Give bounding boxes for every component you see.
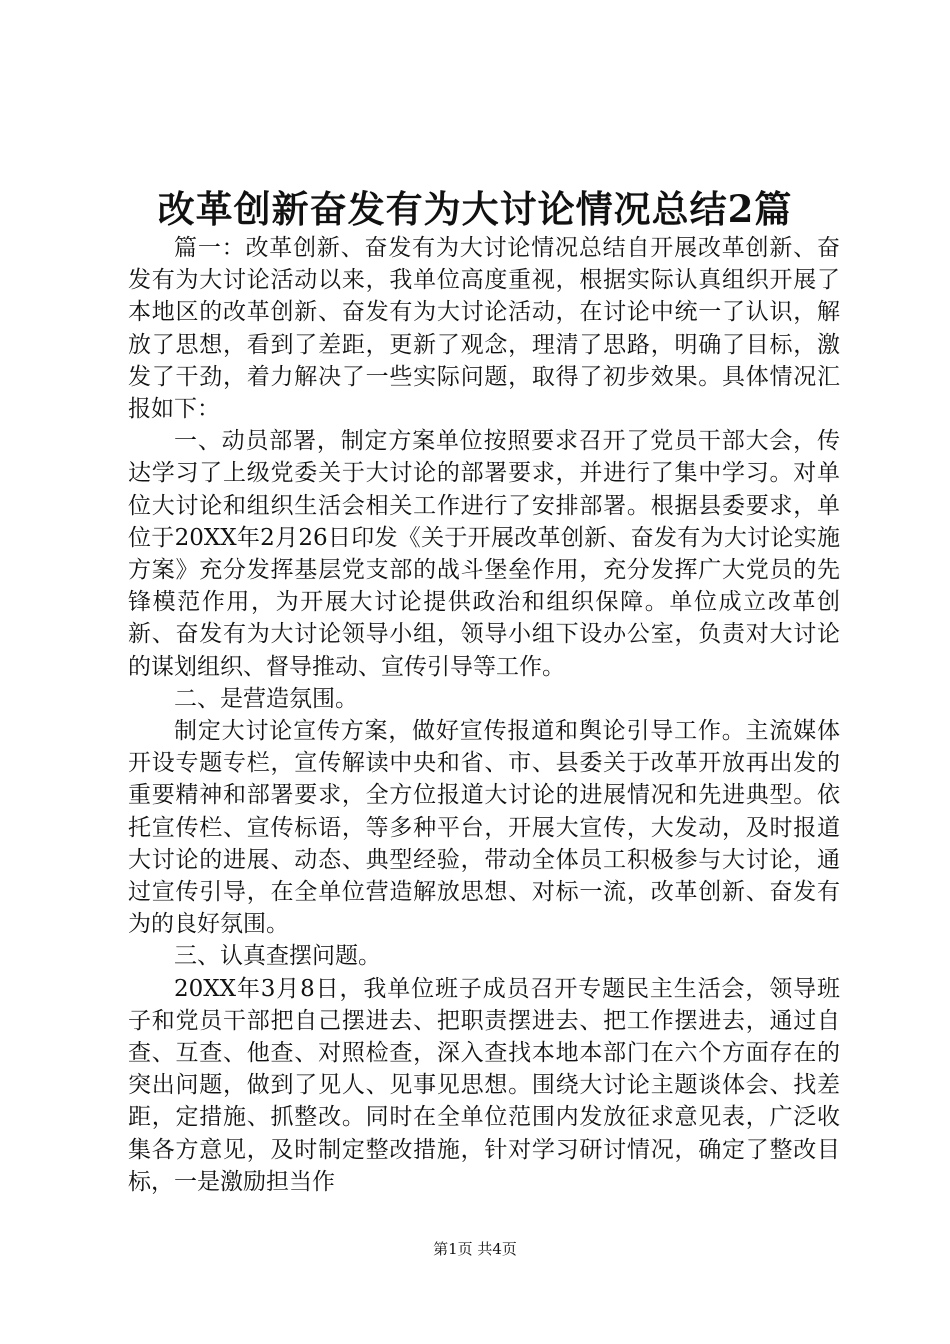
document-body xyxy=(128,232,840,1198)
page-number-footer: 第1页 共4页 xyxy=(433,1240,517,1258)
paragraph-section-2: 制定大讨论宣传方案，做好宣传报道和舆论引导工作。主流媒体开设专题专栏，宣传解读中央和省、市、县委关于改革开放再出发的重要精神和部署要求，全方位报道大讨论的进展情况和先进典型。依托宣传栏、宣传标语，等多种平台，开展大宣传，大发动，及时报道大讨论的进展、动态、典型经验，带动全体员工积极参与大讨论，通过宣传引导，在全单位营造解放思想、对标一流，改革创新、奋发有为的良好氛围。 xyxy=(128,718,840,938)
paragraph-heading-2: 二、是营造氛围。 xyxy=(174,685,358,712)
paragraph-section-3: 20XX年3月8日，我单位班子成员召开专题民主生活会，领导班子和党员干部把自己摆进去、把职责摆进去、把工作摆进去，通过自查、互查、他查、对照检查，深入查找本地本部门在六个方面存在的突出问题，做到了见人、见事见思想。围绕大讨论主题谈体会、找差距，定措施、抓整改。同时在全单位范围内发放征求意见表，广泛收集各方意见，及时制定整改措施，针对学习研讨情况，确定了整改目标，一是激励担当作 xyxy=(128,975,840,1195)
paragraph-intro: 篇一：改革创新、奋发有为大讨论情况总结自开展改革创新、奋发有为大讨论活动以来，我单位高度重视，根据实际认真组织开展了本地区的改革创新、奋发有为大讨论活动，在讨论中统一了认识，解放了思想，看到了差距，更新了观念，理清了思路，明确了目标，激发了干劲，着力解决了一些实际问题，取得了初步效果。具体情况汇报如下： xyxy=(128,235,840,423)
paragraph-heading-3: 三、认真查摆问题。 xyxy=(174,943,381,970)
paragraph-section-1: 一、动员部署，制定方案单位按照要求召开了党员干部大会，传达学习了上级党委关于大讨论的部署要求，并进行了集中学习。对单位大讨论和组织生活会相关工作进行了安排部署。根据县委要求，单位于20XX年2月26日印发《关于开展改革创新、奋发有为大讨论实施方案》充分发挥基层党支部的战斗堡垒作用，充分发挥广大党员的先锋模范作用，为开展大讨论提供政治和组织保障。单位成立改革创新、奋发有为大讨论领导小组，领导小组下设办公室，负责对大讨论的谋划组织、督导推动、宣传引导等工作。 xyxy=(128,428,840,680)
document-title: 改革创新奋发有为大讨论情况总结2篇 xyxy=(157,187,793,231)
